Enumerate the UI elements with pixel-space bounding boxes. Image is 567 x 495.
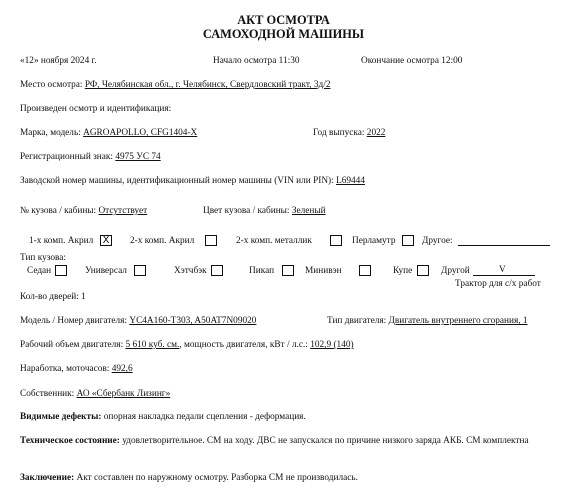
document-title-line1: АКТ ОСМОТРА — [237, 13, 330, 27]
reg-value: 4975 УС 74 — [115, 152, 161, 162]
doors-count: Кол-во дверей: 1 — [20, 292, 86, 302]
body-type-checkbox[interactable] — [211, 265, 223, 276]
owner-row — [20, 389, 170, 400]
body-type-label: Тип кузова: — [20, 253, 66, 263]
volume-label: Рабочий объем двигателя: — [20, 340, 126, 350]
owner-value: АО «Сбербанк Лизинг» — [76, 389, 171, 399]
engine-type-value: Двигатель внутреннего сгорания, 1 — [388, 316, 528, 326]
body-type-item-label: Купе — [393, 266, 413, 276]
conclusion-row — [20, 473, 358, 484]
hours-row — [20, 364, 133, 375]
body-color-row — [203, 206, 326, 217]
act-date: «12» ноября 2024 г. — [20, 56, 97, 66]
document-title-line2: САМОХОДНОЙ МАШИНЫ — [202, 27, 365, 41]
volume-value: 5 610 куб. см. — [125, 340, 180, 350]
trim-item-label: Перламутр — [352, 236, 396, 246]
year-value: 2022 — [366, 128, 386, 138]
body-color-label: Цвет кузова / кабины: — [203, 206, 292, 216]
reg-row — [20, 152, 161, 163]
body-type-other-note: Трактор для с/х работ — [455, 279, 541, 289]
condition-label: Техническое состояние: — [20, 436, 120, 446]
brand-label: Марка, модель: — [20, 128, 84, 138]
factory-row — [20, 176, 365, 187]
owner-label: Собственник: — [20, 389, 77, 399]
volume-row — [20, 340, 354, 351]
place-row — [20, 80, 330, 91]
body-number-row — [20, 206, 147, 217]
body-type-checkbox[interactable] — [417, 265, 429, 276]
body-color-value: Зеленый — [291, 206, 326, 216]
defects-label: Видимые дефекты: — [20, 412, 102, 422]
power-label: , мощность двигателя, кВт / л.с.: — [179, 340, 311, 350]
trim-other-label: Другое: — [422, 236, 453, 246]
condition-row — [20, 436, 555, 447]
body-type-item-label: Минивэн — [305, 266, 342, 276]
year-label: Год выпуска: — [313, 128, 367, 138]
engine-type-label: Тип двигателя: — [327, 316, 389, 326]
year-row — [313, 128, 385, 139]
body-type-other-label: Другой — [441, 266, 470, 276]
trim-checkbox[interactable] — [330, 235, 342, 246]
trim-checkbox[interactable] — [402, 235, 414, 246]
body-number-label: № кузова / кабины: — [20, 206, 99, 216]
body-type-checkbox[interactable] — [282, 265, 294, 276]
body-number-value: Отсутствует — [98, 206, 148, 216]
trim-item-label: 1-х комп. Акрил — [29, 236, 94, 246]
condition-text: удовлетворительное. СМ на ходу. ДВС не запускался по причине низкого заряда АКБ. СМ комплектна — [119, 436, 529, 446]
engine-type-row — [327, 316, 528, 327]
trim-checkbox[interactable] — [205, 235, 217, 246]
performed-line: Произведен осмотр и идентификация: — [20, 104, 172, 114]
power-value: 102,9 (140) — [310, 340, 354, 350]
hours-label: Наработка, моточасов: — [20, 364, 112, 374]
place-value: РФ, Челябинская обл., г. Челябинск, Свердловский тракт, 3д/2 — [84, 80, 331, 90]
trim-item-label: 2-х комп. металлик — [236, 236, 312, 246]
body-type-checkbox[interactable] — [55, 265, 67, 276]
engine-label: Модель / Номер двигателя: — [20, 316, 130, 326]
trim-item-label: 2-х комп. Акрил — [130, 236, 195, 246]
engine-row — [20, 316, 256, 327]
trim-other-blank[interactable] — [458, 245, 550, 246]
defects-row — [20, 412, 306, 423]
inspection-start: Начало осмотра 11:30 — [213, 56, 300, 66]
hours-value: 492,6 — [111, 364, 133, 374]
brand-value: AGROAPOLLO, CFG1404-X — [83, 128, 198, 138]
conclusion-label: Заключение: — [20, 473, 75, 483]
reg-label: Регистрационный знак: — [20, 152, 116, 162]
body-type-item-label: Седан — [27, 266, 52, 276]
body-type-checkbox[interactable] — [359, 265, 371, 276]
body-type-item-label: Пикап — [249, 266, 275, 276]
body-type-checkbox[interactable] — [134, 265, 146, 276]
body-type-item-label: Универсал — [85, 266, 127, 276]
body-type-item-label: Хэтчбэк — [174, 266, 207, 276]
body-type-other-value: V — [499, 265, 506, 275]
place-label: Место осмотра: — [20, 80, 85, 90]
factory-label: Заводской номер машины, идентификационный номер машины (VIN или PIN): — [20, 176, 337, 186]
brand-row — [20, 128, 197, 139]
defects-text: опорная накладка педали сцепления - деформация. — [101, 412, 306, 422]
inspection-end: Окончание осмотра 12:00 — [361, 56, 463, 66]
engine-value: YC4A160-T303, A50AT7N09020 — [129, 316, 257, 326]
trim-checkbox[interactable]: X — [100, 235, 112, 246]
conclusion-text: Акт составлен по наружному осмотру. Разборка СМ не производилась. — [74, 473, 358, 483]
factory-value: L69444 — [336, 176, 365, 186]
